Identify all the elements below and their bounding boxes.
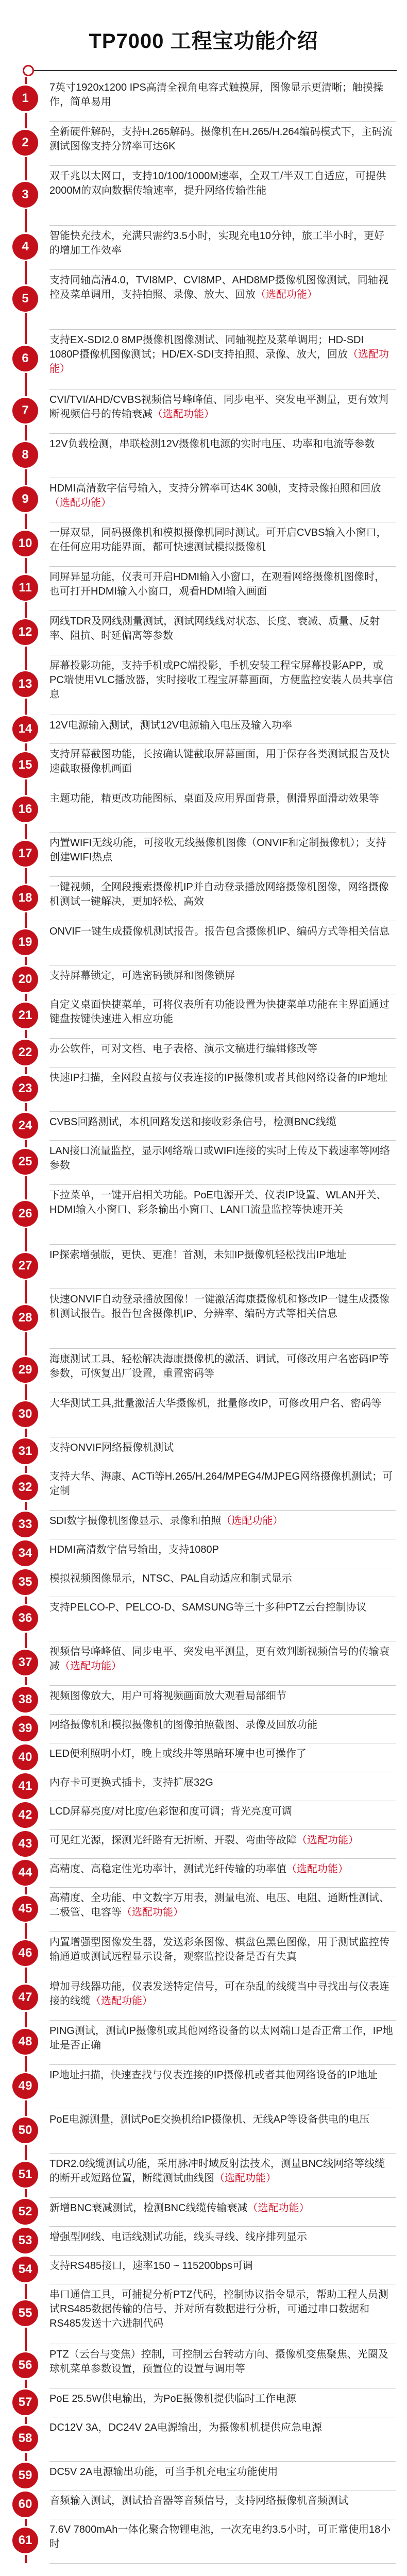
feature-number-badge: 14 xyxy=(12,716,38,742)
feature-description: LED便利照明小灯，晚上或线井等黑暗环境中也可操作了 xyxy=(49,1748,307,1759)
feature-number-badge: 31 xyxy=(12,1438,38,1464)
feature-item xyxy=(0,1349,407,1393)
feature-number-badge: 60 xyxy=(12,2492,38,2517)
feature-number-badge: 28 xyxy=(12,1305,38,1331)
header-divider xyxy=(32,70,397,71)
feature-item xyxy=(0,2256,407,2284)
optional-feature-note: （选配功能） xyxy=(256,289,317,300)
feature-text xyxy=(49,481,395,510)
feature-text xyxy=(49,969,395,983)
optional-feature-note: （选配功能） xyxy=(297,1835,359,1846)
feature-text xyxy=(49,1071,395,1085)
feature-description: 串口通信工具，可捕捉分析PTZ代码，控制协议指令显示，帮助工程人员测试RS485数据传输的信号，并对所有数据进行分析，可通过串口数据和RS485发送十六进制代码 xyxy=(49,2289,388,2329)
feature-text xyxy=(49,2522,395,2551)
feature-item xyxy=(0,1715,407,1743)
feature-text xyxy=(49,1144,395,1173)
feature-item xyxy=(0,1245,407,1289)
feature-description: 大华测试工具,批量激活大华摄像机，批量修改IP，可修改用户名、密码等 xyxy=(49,1398,382,1409)
feature-text xyxy=(49,718,395,733)
feature-description: 增强型网线、电话线测试功能，线头寻线、线序排列显示 xyxy=(49,2231,307,2243)
feature-description: 支持PELCO-P、PELCO-D、SAMSUNG等三十多种PTZ云台控制协议 xyxy=(49,1602,367,1613)
feature-item xyxy=(0,1830,407,1859)
feature-description: 支持屏幕锁定，可选密码锁屏和图像锁屏 xyxy=(49,970,235,981)
feature-item xyxy=(0,2021,407,2065)
feature-number-badge: 55 xyxy=(12,2300,38,2326)
optional-feature-note: （选配功能） xyxy=(221,1515,283,1527)
feature-description: 12V负载检测，串联检测12V摄像机电源的实时电压、功率和电流等参数 xyxy=(49,438,375,450)
feature-item xyxy=(0,1539,407,1568)
feature-description: 内置增强型图像发生器，发送彩条图像、棋盘色黑色图像，用于测试监控传输通道或测试远程显示设备，观察监控设备是否有失真 xyxy=(49,1937,389,1962)
feature-item xyxy=(0,1976,407,2021)
feature-text xyxy=(49,1292,395,1321)
feature-number-badge: 39 xyxy=(12,1716,38,1741)
feature-number-badge: 53 xyxy=(12,2228,38,2253)
feature-item xyxy=(0,1859,407,1888)
feature-number-badge: 25 xyxy=(12,1149,38,1175)
feature-text xyxy=(49,1352,395,1381)
feature-number-badge: 20 xyxy=(12,967,38,992)
feature-text xyxy=(49,1571,395,1586)
feature-text xyxy=(49,1469,395,1498)
feature-item xyxy=(0,77,407,122)
feature-item xyxy=(0,478,407,522)
timeline-start-dot xyxy=(23,65,34,76)
feature-description: 海康测试工具，轻松解决海康摄像机的激活、调试，可修改用户名密码IP等参数，可恢复出厂设置，重置密码等 xyxy=(49,1353,389,1379)
feature-text xyxy=(49,1042,395,1056)
feature-number-badge: 16 xyxy=(12,796,38,822)
feature-description: 模拟视频图像显示，NTSC、PAL自动适应和制式显示 xyxy=(49,1573,292,1584)
feature-number-badge: 3 xyxy=(12,182,38,208)
feature-number-badge: 21 xyxy=(12,1003,38,1028)
feature-description: 屏幕投影功能，支持手机或PC端投影，手机安装工程宝屏幕投影APP，或PC端使用VLC播放器，实时接收工程宝屏幕画面，方便监控安装人员共享信息 xyxy=(49,660,393,700)
feature-text xyxy=(49,658,395,702)
feature-text xyxy=(49,2259,395,2273)
feature-description: CVI/TVI/AHD/CVBS视频信号峰峰值、同步电平、突发电平测量，更有效判断视频信号的传输衰减 xyxy=(49,394,388,420)
feature-description: 视频信号峰峰值、同步电平、突发电平测量，更有效判断视频信号的传输衰减 xyxy=(49,1646,389,1672)
feature-text xyxy=(49,2024,395,2053)
feature-text xyxy=(49,1514,395,1528)
feature-item xyxy=(0,1772,407,1801)
feature-number-badge: 17 xyxy=(12,841,38,867)
feature-item xyxy=(0,270,407,330)
feature-description: DC12V 3A，DC24V 2A电源输出，为摄像机机提供应急电源 xyxy=(49,2422,322,2433)
feature-number-badge: 34 xyxy=(12,1540,38,1566)
feature-number-badge: 40 xyxy=(12,1744,38,1770)
feature-number-badge: 26 xyxy=(12,1201,38,1227)
feature-text xyxy=(49,273,395,302)
feature-description: 支持同轴高清4.0，TVI8MP、CVI8MP、AHD8MP摄像机图像测试，同轴视控及菜单调用，支持拍照、录像、放大、回放 xyxy=(49,275,388,300)
feature-number-badge: 1 xyxy=(12,86,38,111)
feature-text xyxy=(49,1115,395,1129)
feature-text xyxy=(49,924,395,939)
feature-description: 高精度、高稳定性光功率计，测试光纤传输的功率值 xyxy=(49,1863,286,1875)
feature-number-badge: 42 xyxy=(12,1802,38,1828)
feature-text xyxy=(49,570,395,599)
feature-text xyxy=(49,393,395,421)
feature-item xyxy=(0,2462,407,2490)
feature-item xyxy=(0,744,407,788)
feature-description: 支持EX-SDI2.0 8MP摄像机图像测试、同轴视控及菜单调用；HD-SDI 1080P摄像机图像测试；HD/EX-SDI支持拍照、录像、放大，回放 xyxy=(49,334,364,360)
feature-number-badge: 23 xyxy=(12,1076,38,1101)
feature-text xyxy=(49,1833,395,1848)
feature-number-badge: 48 xyxy=(12,2029,38,2055)
feature-number-badge: 43 xyxy=(12,1831,38,1857)
feature-number-badge: 2 xyxy=(12,130,38,156)
feature-item xyxy=(0,2154,407,2198)
feature-text xyxy=(49,1600,395,1615)
feature-text xyxy=(49,1543,395,1557)
feature-text xyxy=(49,1188,395,1217)
feature-description: DC5V 2A电源输出功能，可当手机充电宝功能使用 xyxy=(49,2466,278,2478)
feature-number-badge: 37 xyxy=(12,1650,38,1675)
feature-item xyxy=(0,1039,407,1067)
feature-number-badge: 6 xyxy=(12,346,38,371)
feature-item xyxy=(0,921,407,965)
feature-description: 下拉菜单，一键开启相关功能。PoE电源开关、仪表IP设置、WLAN开关、HDMI输入小窗口、彩条输出小窗口、LAN口流量监控等快速开关 xyxy=(49,1190,387,1215)
feature-text xyxy=(49,747,395,776)
feature-description: 网络摄像机和模拟摄像机的图像拍照截图、录像及回放功能 xyxy=(49,1719,317,1731)
feature-text xyxy=(49,1935,395,1964)
feature-text xyxy=(49,1775,395,1790)
feature-item xyxy=(0,434,407,478)
feature-text xyxy=(49,2465,395,2479)
feature-text xyxy=(49,1862,395,1876)
feature-item xyxy=(0,877,407,921)
feature-text xyxy=(49,437,395,451)
feature-number-badge: 50 xyxy=(12,2117,38,2143)
feature-item xyxy=(0,166,407,226)
feature-text xyxy=(49,880,395,909)
feature-number-badge: 44 xyxy=(12,1860,38,1886)
optional-feature-note: （选配功能） xyxy=(60,1660,122,1672)
feature-item xyxy=(0,1067,407,1112)
feature-description: 内存卡可更换式插卡，支持扩展32G xyxy=(49,1777,213,1788)
feature-description: 自定义桌面快捷菜单，可将仪表所有功能设置为快捷菜单功能在主界面通过键盘按键快速进入相应功能 xyxy=(49,999,389,1025)
feature-number-badge: 5 xyxy=(12,286,38,312)
feature-number-badge: 11 xyxy=(12,575,38,601)
feature-item xyxy=(0,226,407,270)
feature-description: 支持屏幕截图功能，长按确认键截取屏幕画面，用于保存各类测试报告及快速截取摄像机画面 xyxy=(49,749,389,774)
feature-text xyxy=(49,1248,395,1262)
feature-text xyxy=(49,2347,395,2376)
feature-description: HDMI高清数字信号输入，支持分辨率可达4K 30帧，支持录像拍照和回放 xyxy=(49,483,381,494)
feature-item xyxy=(0,1185,407,1245)
feature-text xyxy=(49,2201,395,2215)
feature-number-badge: 24 xyxy=(12,1113,38,1139)
feature-number-badge: 30 xyxy=(12,1401,38,1427)
feature-description: 7.6V 7800mAh一体化聚合物锂电池，一次充电约3.5小时，可正常使用18小时 xyxy=(49,2524,391,2550)
feature-text xyxy=(49,2157,395,2185)
feature-number-badge: 8 xyxy=(12,442,38,468)
feature-item xyxy=(0,2344,407,2388)
feature-number-badge: 13 xyxy=(12,671,38,697)
feature-description: 网线TDR及网线测量测试，测试网线线对状态、长度、衰减、质量、反射率、阻抗、时延偏离等参数 xyxy=(49,616,380,641)
feature-text xyxy=(49,2287,395,2331)
feature-number-badge: 61 xyxy=(12,2528,38,2553)
feature-text xyxy=(49,1891,395,1920)
feature-number-badge: 27 xyxy=(12,1253,38,1279)
feature-text xyxy=(49,997,395,1026)
feature-description: LCD屏幕亮度/对比度/色彩饱和度可调；背光亮度可调 xyxy=(49,1806,293,1817)
feature-item xyxy=(0,567,407,611)
feature-text xyxy=(49,2068,395,2082)
optional-feature-note: （选配功能） xyxy=(49,349,389,375)
feature-item xyxy=(0,522,407,567)
feature-description: 支持ONVIF网络摄像机测试 xyxy=(49,1442,174,1453)
feature-description: CVBS回路测试，本机回路发送和接收彩条信号，检测BNC线缆 xyxy=(49,1116,336,1128)
feature-description: PING测试，测试IP摄像机或其他网络设备的以太网端口是否正常工作，IP地址是否正确 xyxy=(49,2025,393,2051)
feature-item xyxy=(0,715,407,744)
optional-feature-note: （选配功能） xyxy=(91,1995,152,2007)
feature-item xyxy=(0,833,407,877)
feature-number-badge: 46 xyxy=(12,1940,38,1966)
feature-description: 同屏异显功能，仪表可开启HDMI输入小窗口，在观看网络摄像机图像时，也可打开HDMI输入小窗口，观看HDMI输入画面 xyxy=(49,571,385,597)
feature-description: 双千兆以太网口，支持10/100/1000M速率，全双工/半双工自适应，可提供2000M的双向数据传输速率，提升网络传输性能 xyxy=(49,171,386,196)
feature-item xyxy=(0,2198,407,2227)
feature-text xyxy=(49,1979,395,2008)
feature-text xyxy=(49,1440,395,1455)
feature-text xyxy=(49,1645,395,1673)
feature-item xyxy=(0,2490,407,2519)
feature-number-badge: 36 xyxy=(12,1605,38,1631)
feature-number-badge: 41 xyxy=(12,1773,38,1799)
feature-item xyxy=(0,1112,407,1141)
feature-item xyxy=(0,1466,407,1511)
feature-description: 新增BNC衰减测试，检测BNC线缆传输衰减 xyxy=(49,2202,248,2214)
feature-description: 一键视频，全网段搜索摄像机IP并自动登录播放网络摄像机图像，网络摄像机测试一键解决，更加轻松、高效 xyxy=(49,882,389,907)
feature-text xyxy=(49,169,395,198)
feature-description: 智能快充技术，充满只需约3.5小时，实现充电10分钟，旅工半小时，更好的增加工作效率 xyxy=(49,230,385,256)
feature-item xyxy=(0,1289,407,1349)
feature-description: 全新硬件解码，支持H.265解码。摄像机在H.265/H.264编码模式下，主码流测试图像支持分辨率可达6K xyxy=(49,126,393,152)
feature-description: 快速ONVIF自动登录播放图像！一键激活海康摄像机和修改IP一键生成摄像机测试报告。报告包含摄像机IP、分辨率、编码方式等相关信息 xyxy=(49,1294,390,1319)
feature-text xyxy=(49,836,395,865)
feature-text xyxy=(49,80,395,109)
optional-feature-note: （选配功能） xyxy=(286,1863,348,1875)
feature-number-badge: 32 xyxy=(12,1475,38,1500)
feature-item xyxy=(0,2417,407,2462)
feature-description: 12V电源输入测试，测试12V电源输入电压及输入功率 xyxy=(49,720,293,731)
feature-number-badge: 22 xyxy=(12,1040,38,1065)
feature-item xyxy=(0,611,407,655)
feature-number-badge: 58 xyxy=(12,2426,38,2451)
feature-description: ONVIF一键生成摄像机测试报告。报告包含摄像机IP、编码方式等相关信息 xyxy=(49,926,390,937)
feature-item xyxy=(0,1686,407,1715)
feature-description: PoE 25.5W供电输出，为PoE摄像机提供临时工作电源 xyxy=(49,2393,296,2404)
feature-text xyxy=(49,1689,395,1703)
feature-text xyxy=(49,229,395,258)
feature-text xyxy=(49,2392,395,2406)
feature-description: 支持RS485接口，速率150 ~ 115200bps可调 xyxy=(49,2260,253,2272)
feature-number-badge: 56 xyxy=(12,2352,38,2378)
feature-number-badge: 47 xyxy=(12,1985,38,2010)
feature-item xyxy=(0,2065,407,2109)
feature-number-badge: 7 xyxy=(12,398,38,423)
feature-description: 音频输入测试，测试拾音器等音频信号，支持网络摄像机音频测试 xyxy=(49,2495,348,2506)
feature-description: 一屏双显，同码摄像机和模拟摄像机同时测试。可开启CVBS输入小窗口，在任何应用功能界面，都可快速测试模拟摄像机 xyxy=(49,527,387,553)
feature-item xyxy=(0,994,407,1039)
feature-number-badge: 19 xyxy=(12,929,38,955)
optional-feature-note: （选配功能） xyxy=(214,2173,276,2184)
optional-feature-note: （选配功能） xyxy=(247,2202,310,2214)
feature-description: LAN接口流量监控，显示网络端口或WIFI连接的实时上传及下载速率等网络参数 xyxy=(49,1145,391,1171)
feature-description: HDMI高清数字信号输出，支持1080P xyxy=(49,1544,219,1555)
optional-feature-note: （选配功能） xyxy=(49,497,111,509)
feature-number-badge: 33 xyxy=(12,1512,38,1537)
feature-item xyxy=(0,2109,407,2154)
feature-item xyxy=(0,655,407,715)
feature-item xyxy=(0,1932,407,1976)
feature-item xyxy=(0,965,407,994)
feature-item xyxy=(0,1888,407,1932)
feature-text xyxy=(49,1396,395,1411)
feature-text xyxy=(49,1747,395,1761)
feature-description: 增加寻线器功能，仪表发送特定信号，可在杂乱的线缆当中寻找出与仪表连接的线缆 xyxy=(49,1981,389,2007)
feature-number-badge: 35 xyxy=(12,1569,38,1595)
feature-item xyxy=(0,1743,407,1772)
feature-description: 可见红光源，探测光纤路有无折断、开裂、弯曲等故障 xyxy=(49,1835,297,1846)
feature-description: 办公软件，可对文档、电子表格、演示文稿进行编辑修改等 xyxy=(49,1043,317,1055)
feature-item xyxy=(0,1437,407,1466)
feature-number-badge: 9 xyxy=(12,486,38,512)
feature-description: 视频图像放大，用户可将视频画面放大观看局部细节 xyxy=(49,1690,286,1702)
feature-description: TDR2.0线缆测试功能，采用脉冲时域反射法技术，测量BNC线网络等线缆的断开或短路位置，断缆测试曲线图 xyxy=(49,2158,385,2184)
feature-number-badge: 10 xyxy=(12,531,38,556)
feature-item xyxy=(0,1511,407,1539)
feature-number-badge: 57 xyxy=(12,2389,38,2415)
feature-number-badge: 49 xyxy=(12,2073,38,2099)
feature-text xyxy=(49,526,395,554)
feature-text xyxy=(49,125,395,154)
feature-text xyxy=(49,1718,395,1732)
feature-description: PTZ（云台与变焦）控制，可控制云台转动方向、摄像机变焦聚焦、光圈及球机菜单参数设置，预置位的设置与调用等 xyxy=(49,2349,388,2375)
feature-item xyxy=(0,1801,407,1830)
feature-number-badge: 51 xyxy=(12,2162,38,2188)
feature-text xyxy=(49,2494,395,2508)
feature-text xyxy=(49,614,395,643)
feature-text xyxy=(49,333,395,376)
feature-item xyxy=(0,2388,407,2417)
feature-number-badge: 12 xyxy=(12,619,38,645)
feature-item xyxy=(0,1393,407,1437)
feature-list xyxy=(0,77,407,2564)
feature-description: IP探索增强版，更快、更准！首测，未知IP摄像机轻松找出IP地址 xyxy=(49,1249,347,1261)
feature-description: 7英寸1920x1200 IPS高清全视角电容式触摸屏，图像显示更清晰；触摸操作，简单易用 xyxy=(49,82,383,108)
feature-item xyxy=(0,2284,407,2344)
feature-text xyxy=(49,2112,395,2127)
feature-item xyxy=(0,1568,407,1597)
feature-item xyxy=(0,2519,407,2564)
feature-description: SDI数字摄像机图像显示、录像和拍照 xyxy=(49,1515,222,1527)
feature-item xyxy=(0,389,407,434)
feature-item xyxy=(0,122,407,166)
feature-number-badge: 15 xyxy=(12,752,38,778)
feature-item xyxy=(0,1641,407,1686)
feature-description: PoE电源测量，测试PoE交换机给IP摄像机、无线AP等设备供电的电压 xyxy=(49,2114,370,2125)
feature-item xyxy=(0,330,407,389)
feature-number-badge: 38 xyxy=(12,1687,38,1713)
feature-number-badge: 29 xyxy=(12,1357,38,1383)
feature-description: IP地址扫描，快速查找与仪表连接的IP摄像机或者其他网络设备的IP地址 xyxy=(49,2070,378,2081)
feature-text xyxy=(49,1804,395,1819)
feature-description: 支持大华、海康、ACTi等H.265/H.264/MPEG4/MJPEG网络摄像机测试；可定制 xyxy=(49,1471,393,1497)
feature-description: 主题功能，精更改功能图标、桌面及应用界面背景，侧滑界面滑动效果等 xyxy=(49,793,379,804)
optional-feature-note: （选配功能） xyxy=(122,1907,183,1918)
feature-number-badge: 52 xyxy=(12,2199,38,2225)
feature-number-badge: 54 xyxy=(12,2257,38,2282)
feature-description: 高精度、全功能、中文数字万用表，测量电流、电压、电阻、通断性测试、二极管、电容等 xyxy=(49,1892,389,1918)
feature-number-badge: 45 xyxy=(12,1896,38,1922)
feature-item xyxy=(0,1597,407,1641)
feature-text xyxy=(49,791,395,806)
feature-text xyxy=(49,2230,395,2244)
feature-description: 内置WIFI无线功能，可接收无线摄像机图像（ONVIF和定制摄像机）；支持创建WIFI热点 xyxy=(49,837,386,863)
feature-number-badge: 59 xyxy=(12,2463,38,2488)
item-divider xyxy=(49,2563,396,2564)
feature-item xyxy=(0,788,407,833)
feature-item xyxy=(0,2227,407,2256)
page-header xyxy=(0,0,407,82)
feature-text xyxy=(49,2420,395,2435)
feature-number-badge: 4 xyxy=(12,234,38,260)
page-title: TP7000 工程宝功能介绍 xyxy=(89,30,318,53)
optional-feature-note: （选配功能） xyxy=(152,409,214,420)
feature-item xyxy=(0,1141,407,1185)
feature-number-badge: 18 xyxy=(12,885,38,911)
feature-description: 快速IP扫描，全网段直接与仪表连接的IP摄像机或者其他网络设备的IP地址 xyxy=(49,1072,388,1083)
